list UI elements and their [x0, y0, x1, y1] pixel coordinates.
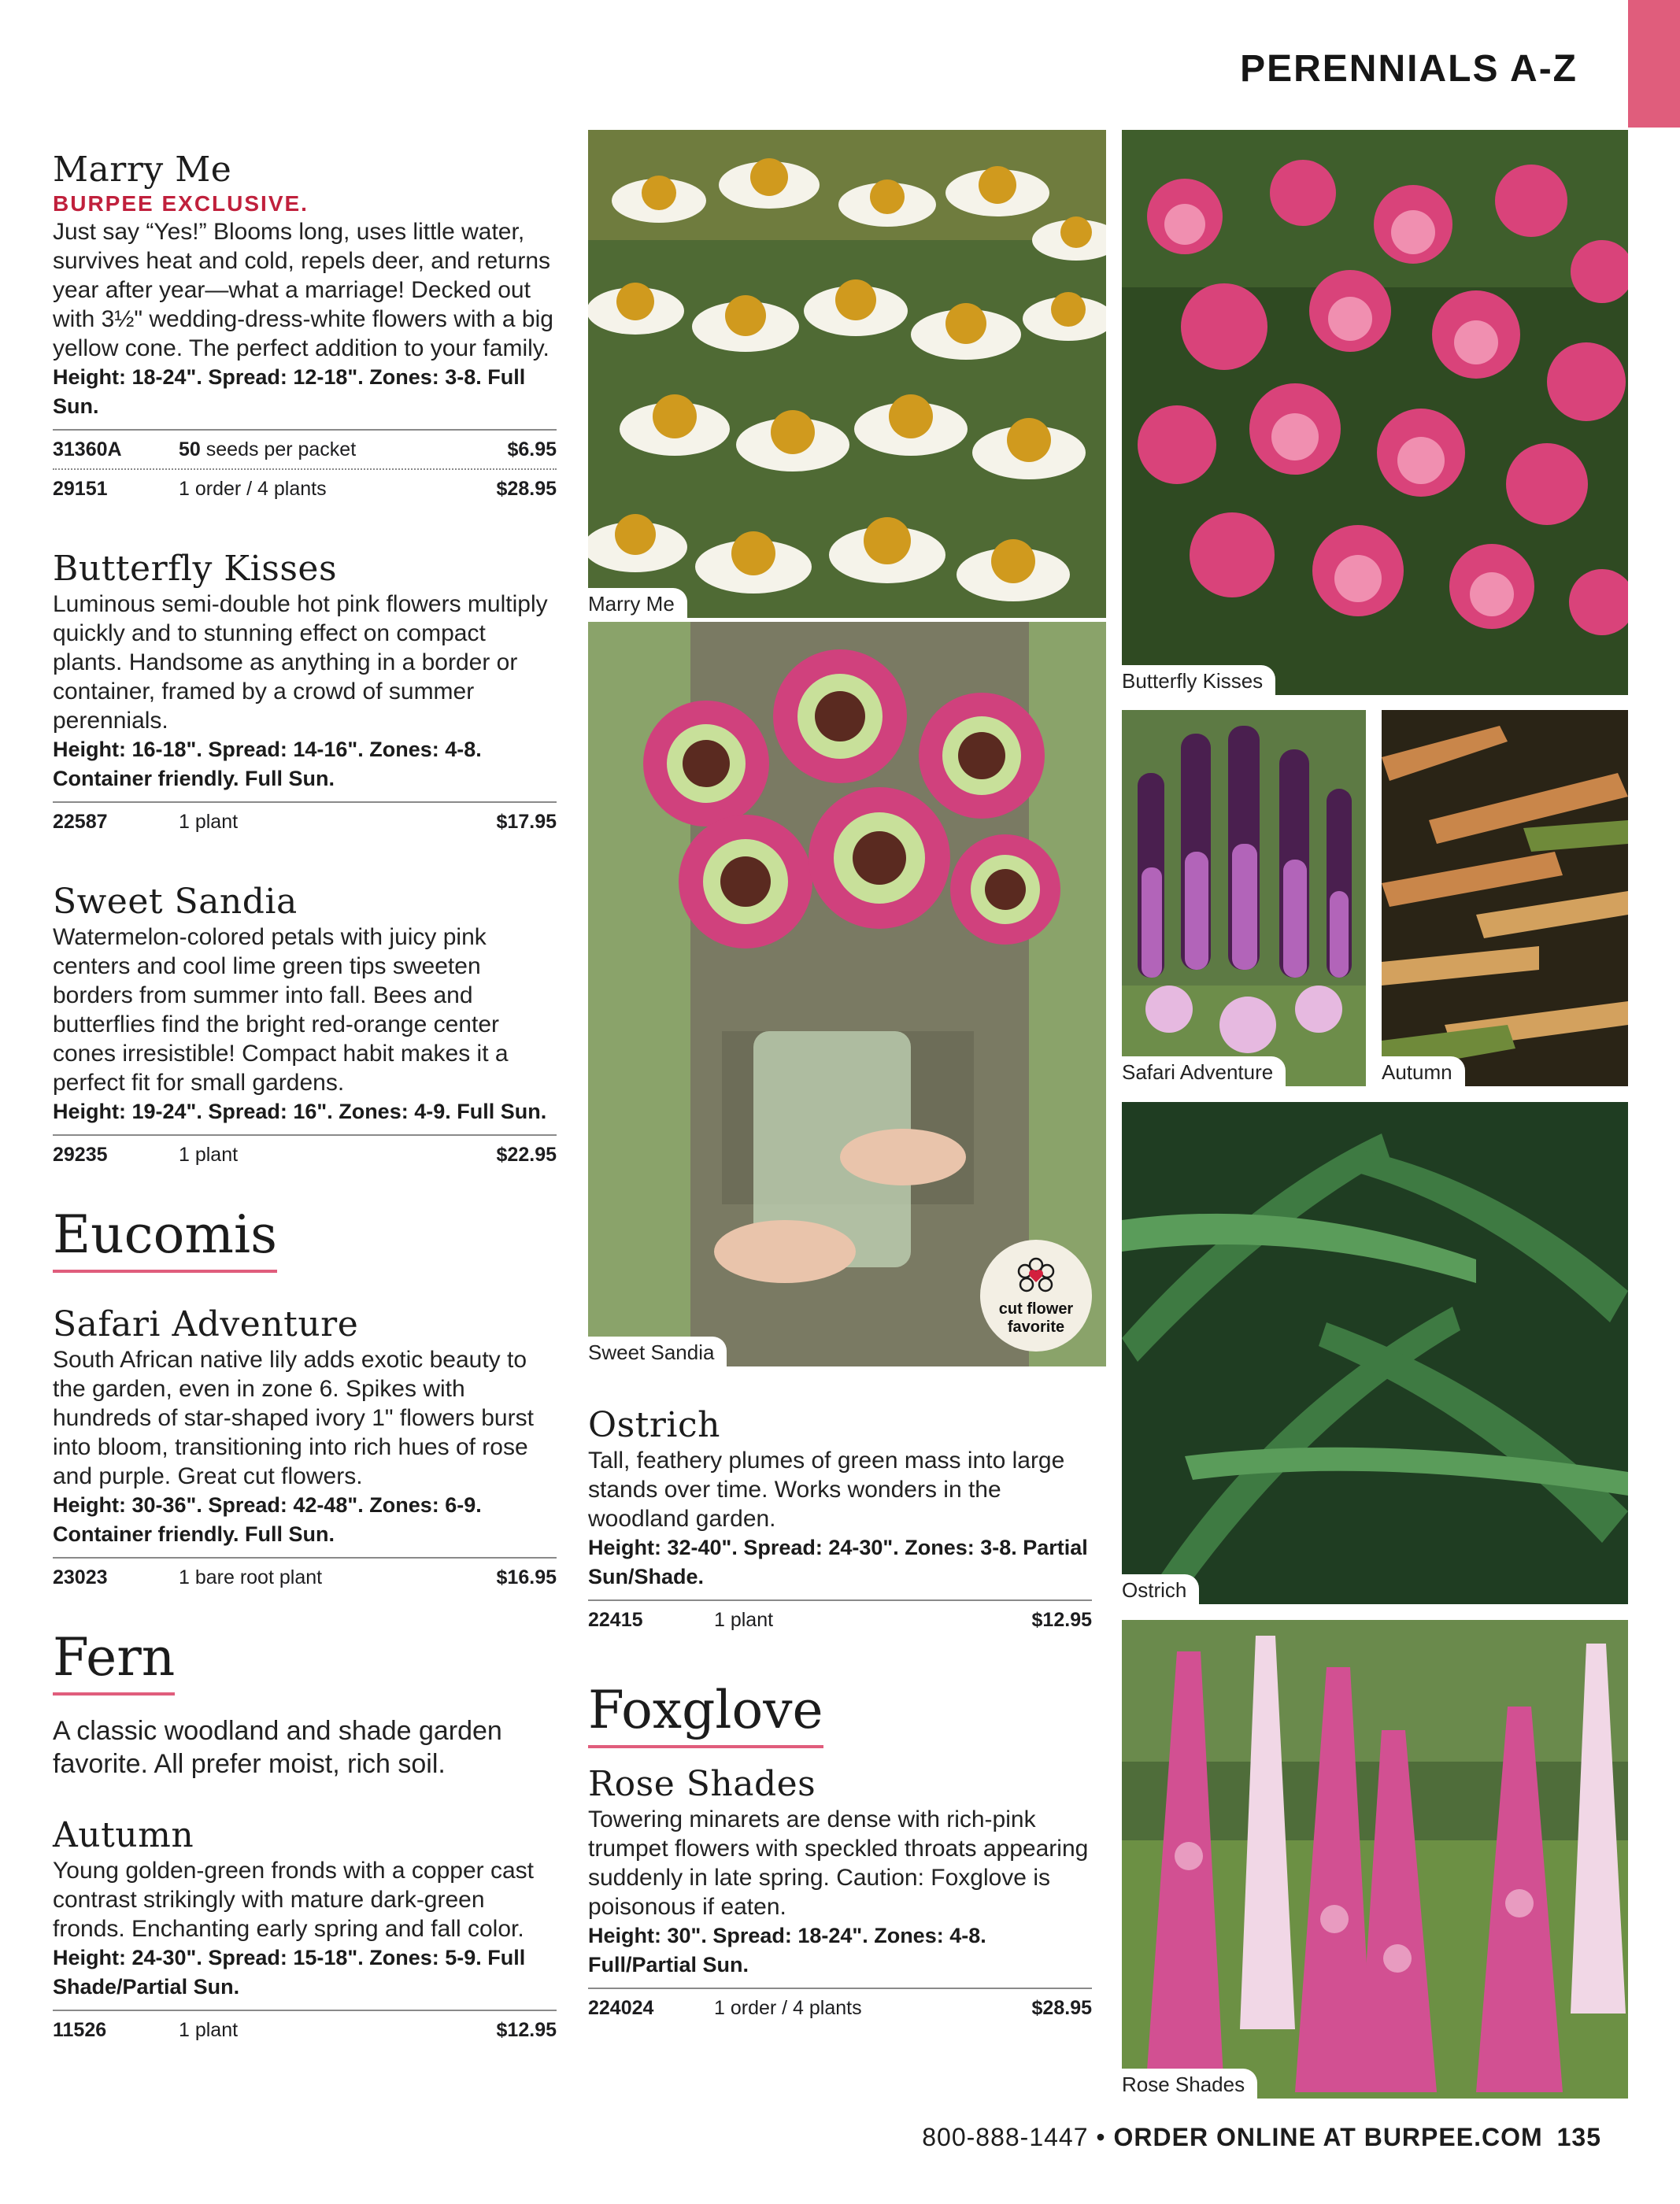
- product-specs: Height: 30". Spread: 18-24". Zones: 4-8. Full/Partial Sun.: [588, 1924, 986, 1977]
- product-description: Tall, feathery plumes of green mass into large stands over time. Works wonders in the woodland garden.: [588, 1448, 1065, 1532]
- product-name: Rose Shades: [588, 1764, 816, 1804]
- product-safari-adventure: [53, 1304, 557, 1596]
- product-description: Young golden-green fronds with a copper cast contrast strikingly with mature dark-green fronds. Enchanting early spring and fall color.: [53, 1858, 534, 1942]
- photo-caption: Ostrich: [1122, 1574, 1199, 1604]
- photo-safari-adventure: [1122, 710, 1366, 1086]
- section-title: PERENNIALS A-Z: [1240, 48, 1578, 90]
- order-sku: 29151: [53, 477, 108, 500]
- product-autumn-fern: [53, 1815, 557, 2049]
- category-intro: A classic woodland and shade garden favorite. All prefer moist, rich soil.: [53, 1716, 502, 1779]
- order-price: $16.95: [496, 1566, 557, 1588]
- product-name: Safari Adventure: [53, 1304, 359, 1344]
- category-heading-fern: Fern: [53, 1628, 175, 1696]
- order-price: $17.95: [496, 810, 557, 833]
- photo-butterfly-kisses: [1122, 130, 1628, 695]
- category-heading-foxglove: Foxglove: [588, 1681, 823, 1748]
- product-specs: Height: 16-18". Spread: 14-16". Zones: 4-8. Container friendly. Full Sun.: [53, 738, 482, 790]
- order-table: [588, 1599, 1092, 1639]
- product-specs: Height: 19-24". Spread: 16". Zones: 4-9. Full Sun.: [53, 1100, 547, 1123]
- product-ostrich-fern: [588, 1405, 1092, 1639]
- photo-caption: Autumn: [1382, 1056, 1465, 1086]
- product-name: Ostrich: [588, 1405, 720, 1445]
- order-price: $12.95: [1031, 1608, 1092, 1631]
- order-row[interactable]: [53, 1134, 557, 1174]
- left-column: [53, 150, 557, 2049]
- order-qty: 1 plant: [714, 1608, 774, 1631]
- order-row[interactable]: [588, 1988, 1092, 2027]
- order-price: $6.95: [507, 438, 557, 460]
- flower-heart-icon: [1014, 1255, 1058, 1300]
- order-sku: 29235: [53, 1143, 108, 1166]
- order-price: $28.95: [1031, 1996, 1092, 2019]
- page-number: 135: [1556, 2123, 1601, 2151]
- photo-ostrich-fern: [1122, 1102, 1628, 1604]
- product-name: Sweet Sandia: [53, 882, 298, 922]
- order-qty: 1 plant: [179, 810, 239, 833]
- photo-caption: Rose Shades: [1122, 2069, 1257, 2099]
- order-row[interactable]: [53, 468, 557, 508]
- photo-caption: Butterfly Kisses: [1122, 665, 1275, 695]
- order-qty: 1 order / 4 plants: [179, 477, 327, 500]
- cut-flower-favorite-badge: [980, 1240, 1092, 1352]
- order-sku: 224024: [588, 1996, 654, 2019]
- photo-caption: Marry Me: [588, 588, 687, 618]
- foxglove-section: [588, 1681, 1092, 2027]
- product-specs: Height: 18-24". Spread: 12-18". Zones: 3-8. Full Sun.: [53, 365, 526, 418]
- product-specs: Height: 24-30". Spread: 15-18". Zones: 5-9. Full Shade/Partial Sun.: [53, 1946, 526, 1999]
- order-sku: 11526: [53, 2018, 107, 2041]
- order-table: [588, 1988, 1092, 2027]
- order-row[interactable]: [53, 1557, 557, 1596]
- order-table: [53, 429, 557, 508]
- order-row[interactable]: [53, 2010, 557, 2049]
- photo-autumn-fern: [1382, 710, 1628, 1086]
- order-row[interactable]: [53, 429, 557, 468]
- order-price: $28.95: [496, 477, 557, 500]
- photo-rose-shades: [1122, 1620, 1628, 2099]
- order-price: $22.95: [496, 1143, 557, 1166]
- order-table: [53, 1134, 557, 1174]
- product-specs: Height: 32-40". Spread: 24-30". Zones: 3-8. Partial Sun/Shade.: [588, 1536, 1088, 1588]
- photo-caption: Safari Adventure: [1122, 1056, 1286, 1086]
- order-qty: 1 plant: [179, 1143, 239, 1166]
- footer-order-link[interactable]: ORDER ONLINE AT BURPEE.COM: [1113, 2123, 1543, 2151]
- product-specs: Height: 30-36". Spread: 42-48". Zones: 6-9. Container friendly. Full Sun.: [53, 1493, 482, 1546]
- product-butterfly-kisses: [53, 549, 557, 841]
- badge-line-2: favorite: [1007, 1318, 1065, 1336]
- order-row[interactable]: [53, 801, 557, 841]
- order-sku: 22587: [53, 810, 108, 833]
- product-description: Watermelon-colored petals with juicy pink centers and cool lime green tips sweeten borders from summer into fall. Bees and butterflies find the bright red-orange center cones irresistible! Compact habit makes it a perfect fit for small gardens.: [53, 924, 509, 1096]
- product-rose-shades: [588, 1764, 1092, 2027]
- order-qty: 1 plant: [179, 2018, 239, 2041]
- footer-phone[interactable]: 800-888-1447: [922, 2123, 1089, 2151]
- badge-line-1: cut flower: [998, 1300, 1074, 1318]
- product-name: Marry Me: [53, 150, 232, 190]
- product-marry-me: [53, 150, 557, 508]
- order-qty: 50 seeds per packet: [179, 438, 357, 460]
- order-qty: 1 bare root plant: [179, 1566, 323, 1588]
- product-description: Towering minarets are dense with rich-pink trumpet flowers with speckled throats appearing suddenly in late spring. Caution: Foxglove is poisonous if eaten.: [588, 1806, 1089, 1920]
- category-heading-eucomis: Eucomis: [53, 1205, 277, 1273]
- order-table: [53, 2010, 557, 2049]
- footer-separator: •: [1088, 2123, 1114, 2151]
- product-description: South African native lily adds exotic beauty to the garden, even in zone 6. Spikes with hundreds of star-shaped ivory 1" flowers burst into bloom, transitioning into rich hues of rose and purple. Great cut flowers.: [53, 1347, 534, 1489]
- order-price: $12.95: [496, 2018, 557, 2041]
- order-qty: 1 order / 4 plants: [714, 1996, 862, 2019]
- order-row[interactable]: [588, 1599, 1092, 1639]
- photo-caption: Sweet Sandia: [588, 1337, 727, 1366]
- exclusive-label: BURPEE EXCLUSIVE.: [53, 191, 309, 216]
- photo-marry-me: [588, 130, 1106, 618]
- product-description: Luminous semi-double hot pink flowers multiply quickly and to stunning effect on compact plants. Handsome as anything in a border or container, framed by a crowd of summer perennials.: [53, 591, 548, 734]
- product-name: Butterfly Kisses: [53, 549, 338, 589]
- product-description: Just say “Yes!” Blooms long, uses little water, survives heat and cold, repels deer, and returns year after year—what a marriage! Decked out with 3½" wedding-dress-white flowers with a big yellow cone. The perfect addition to your family.: [53, 219, 553, 361]
- order-sku: 23023: [53, 1566, 108, 1588]
- page-footer: [922, 2123, 1601, 2152]
- product-sweet-sandia: [53, 882, 557, 1174]
- order-table: [53, 1557, 557, 1596]
- order-sku: 31360A: [53, 438, 122, 460]
- section-tab-accent: [1628, 0, 1680, 128]
- order-sku: 22415: [588, 1608, 643, 1631]
- order-table: [53, 801, 557, 841]
- product-name: Autumn: [53, 1815, 194, 1855]
